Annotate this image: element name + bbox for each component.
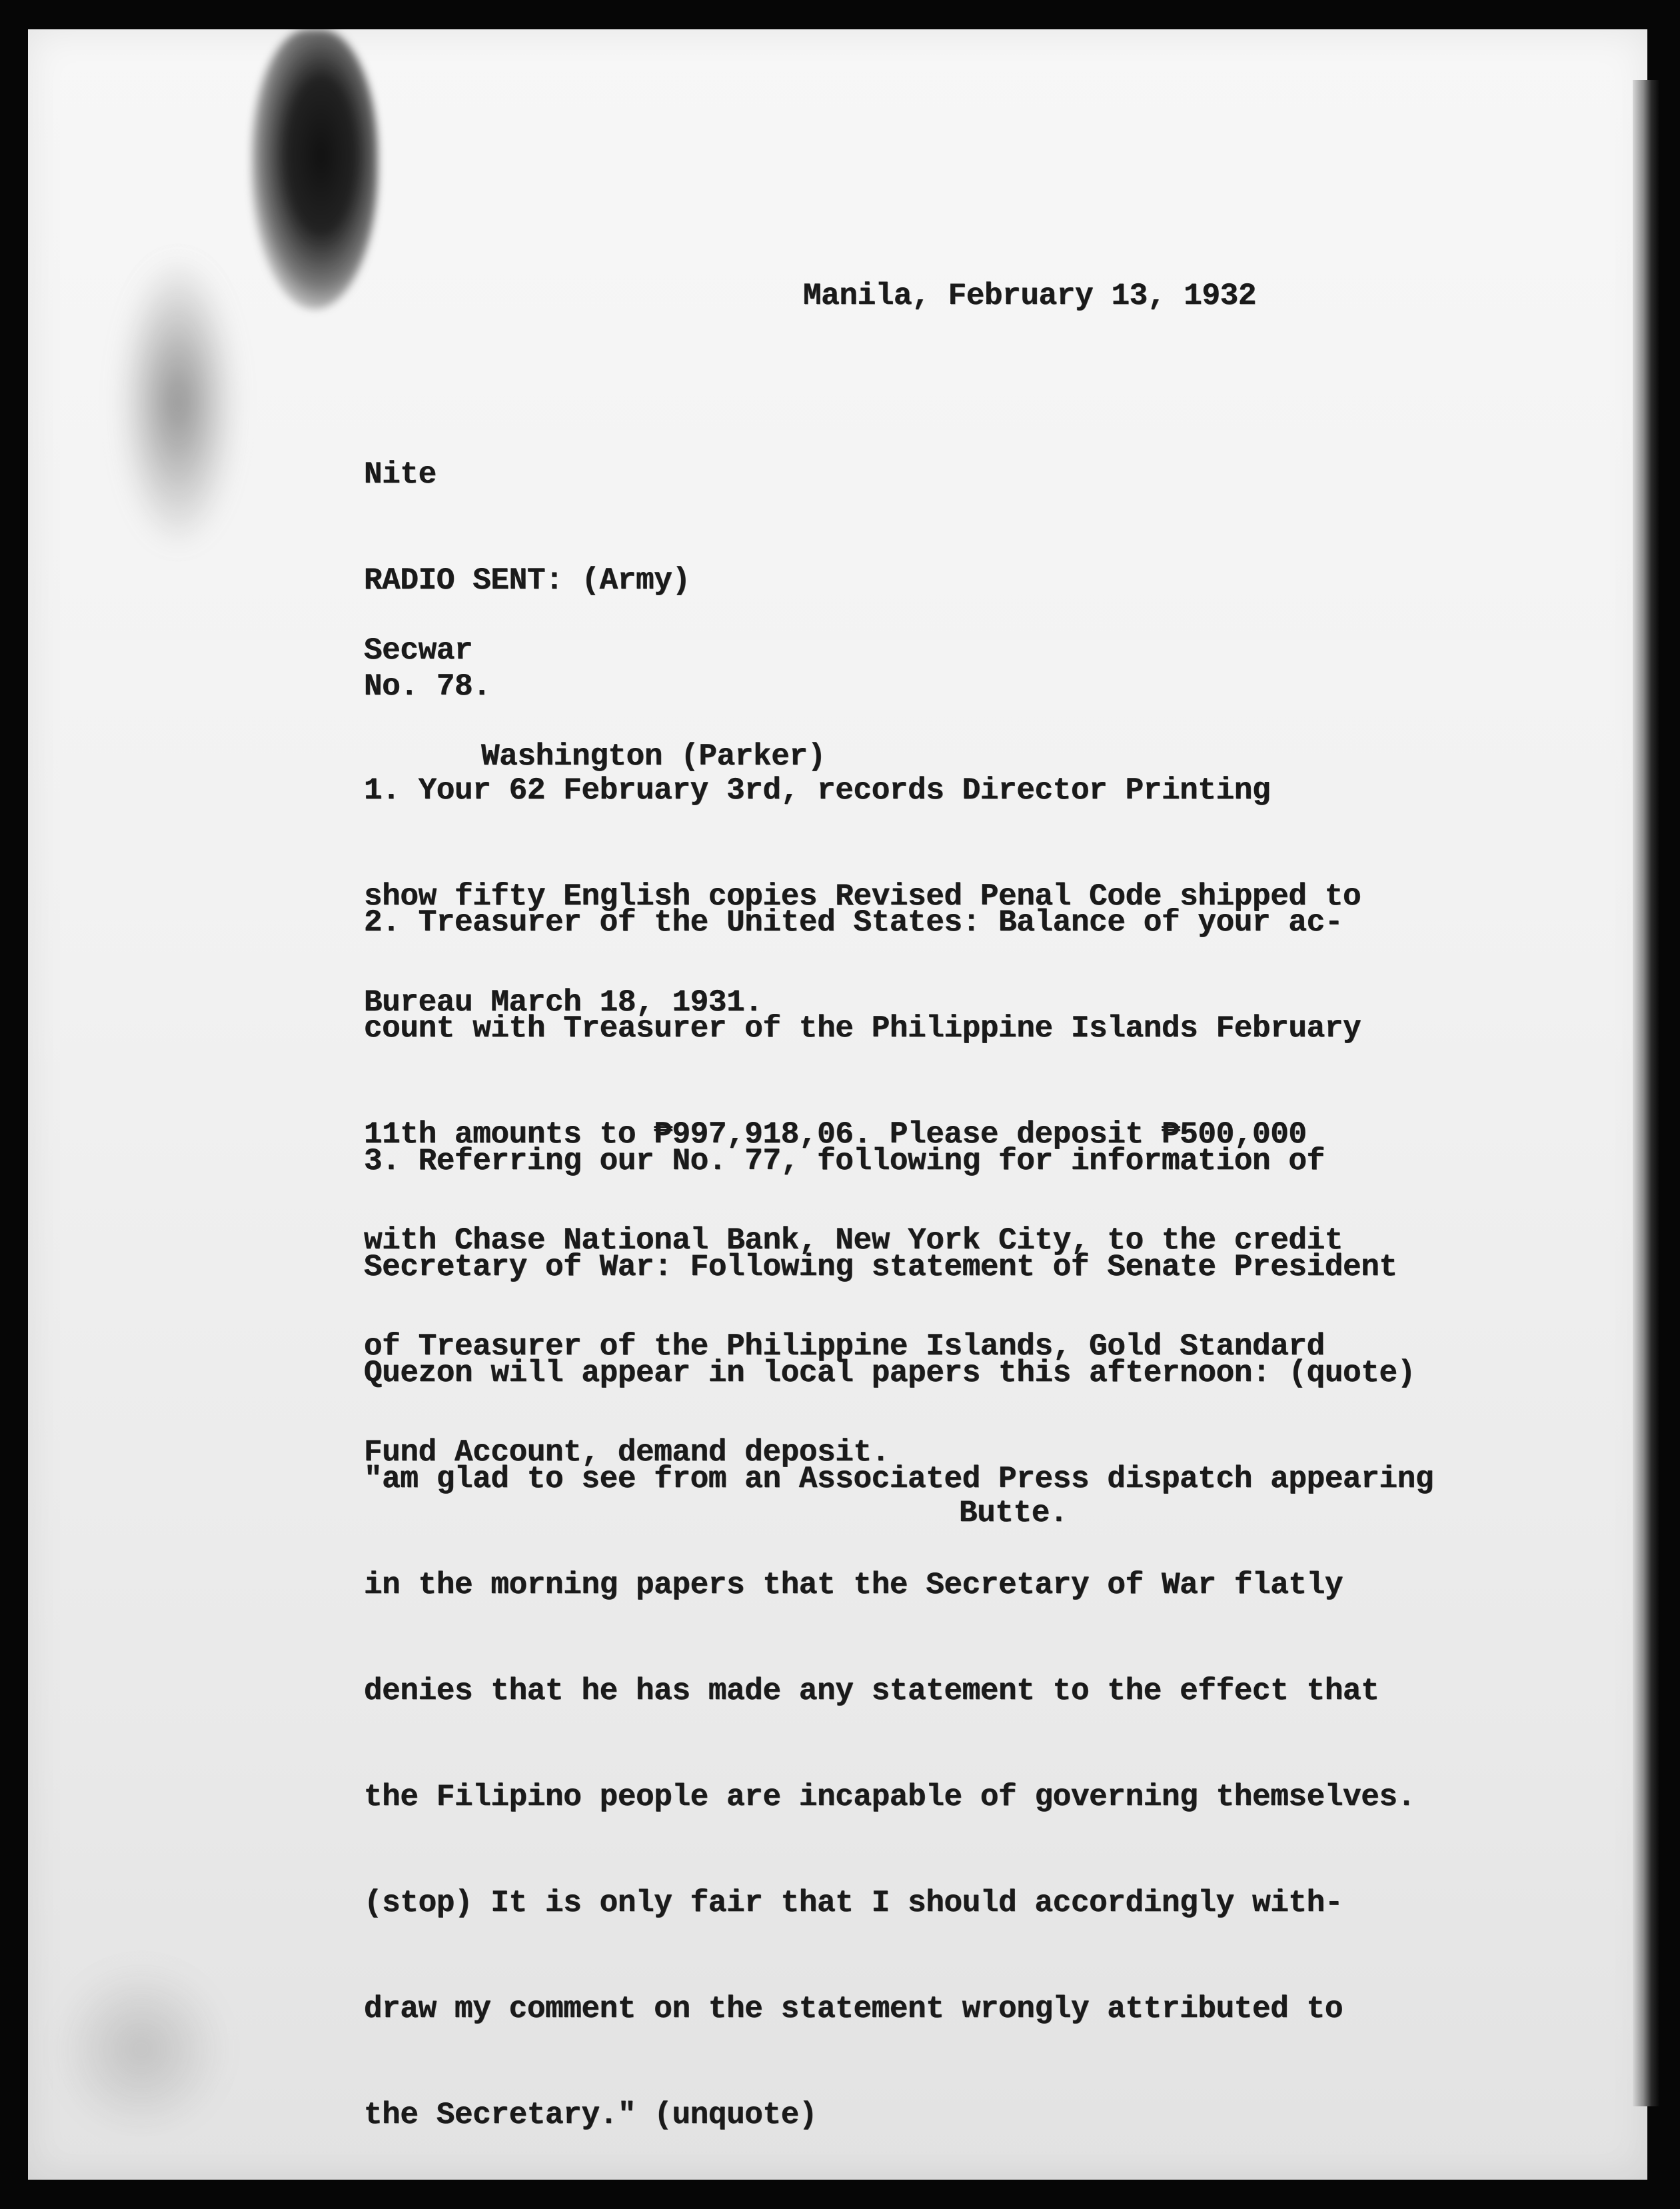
- paragraph-line: "am glad to see from an Associated Press dispatch appearing: [364, 1462, 1434, 1496]
- paragraph-line: with Chase National Bank, New York City, to the credit: [364, 1223, 1343, 1258]
- paragraph-line: draw my comment on the statement wrongly attributed to: [364, 1992, 1343, 2026]
- routing-label: RADIO SENT: (Army): [364, 563, 690, 598]
- corner-smudge: [55, 1962, 228, 2136]
- message-number: No. 78.: [364, 669, 491, 704]
- paragraph-line: Bureau March 18, 1931.: [364, 985, 763, 1020]
- paragraph-line: Secretary of War: Following statement of Senate President: [364, 1250, 1397, 1284]
- paragraph-line: show fifty English copies Revised Penal Code shipped to: [364, 879, 1361, 914]
- paragraph-line: in the morning papers that the Secretary of War flatly: [364, 1568, 1343, 1602]
- typed-letter-page: [28, 29, 1647, 2180]
- paragraph-line: Fund Account, demand deposit.: [364, 1435, 890, 1470]
- margin-smudge: [121, 263, 235, 543]
- paragraph-line: denies that he has made any statement to the effect that: [364, 1674, 1379, 1708]
- dateline: Manila, February 13, 1932: [803, 279, 1257, 313]
- paragraph-line: Quezon will appear in local papers this afternoon: (quote): [364, 1356, 1415, 1390]
- priority-label: Nite: [364, 457, 436, 492]
- paragraph-line: (stop) It is only fair that I should accordingly with-: [364, 1886, 1343, 1920]
- paragraph-line: 3. Referring our No. 77, following for information of: [364, 1144, 1325, 1178]
- paragraph-line: 11th amounts to ₱997,918,06. Please deposit ₱500,000: [364, 1117, 1307, 1152]
- paragraph-line: the Filipino people are incapable of governing themselves.: [364, 1780, 1415, 1814]
- paragraph-line: of Treasurer of the Philippine Islands, Gold Standard: [364, 1329, 1325, 1364]
- addressee-name: Secwar: [364, 633, 473, 668]
- signature: Butte.: [959, 1496, 1068, 1530]
- paragraph-3: [364, 1073, 1433, 2180]
- paragraph-line: 2. Treasurer of the United States: Balance of your ac-: [364, 905, 1343, 940]
- page-edge-shadow: [1633, 80, 1659, 2106]
- paragraph-line: the Secretary." (unquote): [364, 2098, 818, 2132]
- paragraph-line: 1. Your 62 February 3rd, records Director Printing: [364, 773, 1271, 808]
- paragraph-line: count with Treasurer of the Philippine Islands February: [364, 1011, 1361, 1046]
- addressee-location: Washington (Parker): [481, 739, 826, 774]
- ink-blot: [251, 29, 378, 309]
